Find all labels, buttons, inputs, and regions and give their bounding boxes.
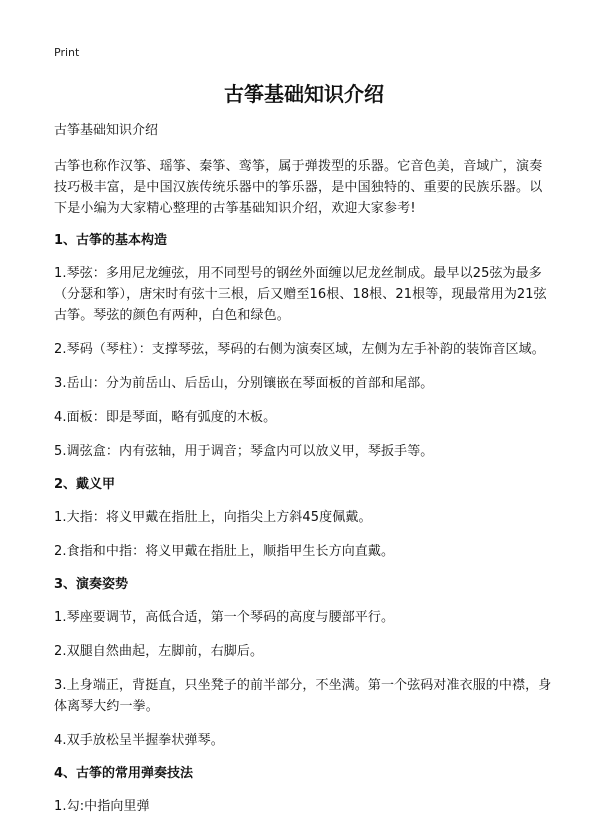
- section-heading: 1、古筝的基本构造: [54, 233, 168, 248]
- list-item: 3.岳山：分为前岳山、后岳山，分别镶嵌在琴面板的首部和尾部。: [54, 376, 434, 391]
- section-heading: 2、戴义甲: [54, 477, 116, 492]
- intro-paragraph: 古筝也称作汉筝、瑶筝、秦筝、鸾筝，属于弹拨型的乐器。它音色美，音域广，演奏技巧极丰富，是中国汉族传统乐器中的筝乐器，是中国独特的、重要的民族乐器。以下是小编为大家精心整理的古筝基础知识介绍，欢迎大家参考!: [54, 159, 543, 216]
- list-item: 1.琴座要调节，高低合适，第一个琴码的高度与腰部平行。: [54, 610, 395, 625]
- print-label[interactable]: Print: [54, 46, 80, 59]
- subtitle: 古筝基础知识介绍: [54, 123, 159, 138]
- list-item: 2.食指和中指：将义甲戴在指肚上，顺指甲生长方向直戴。: [54, 544, 395, 559]
- list-item: 1.大指：将义甲戴在指肚上，向指尖上方斜45度佩戴。: [54, 510, 372, 525]
- list-item: 2.琴码（琴柱）：支撑琴弦，琴码的右侧为演奏区域，左侧为左手补韵的装饰音区域。: [54, 342, 545, 357]
- section-heading: 4、古筝的常用弹奏技法: [54, 766, 194, 781]
- section-4: [54, 764, 554, 817]
- section-1: [54, 231, 554, 462]
- list-item: 3.上身端正，背挺直，只坐凳子的前半部分，不坐满。第一个弦码对准衣服的中襟，身体离琴大约一拳。: [54, 678, 552, 714]
- list-item: 4.面板：即是琴面，略有弧度的木板。: [54, 410, 277, 425]
- list-item: 1.勾:中指向里弹: [54, 799, 150, 814]
- section-2: [54, 475, 554, 562]
- list-item: 5.调弦盒：内有弦轴，用于调音；琴盒内可以放义甲，琴扳手等。: [54, 444, 434, 459]
- section-3: [54, 575, 554, 751]
- list-item: 4.双手放松呈半握拳状弹琴。: [54, 733, 224, 748]
- section-heading: 3、演奏姿势: [54, 577, 129, 592]
- page-title: 古筝基础知识介绍: [224, 82, 384, 106]
- list-item: 2.双腿自然曲起，左脚前，右脚后。: [54, 644, 264, 659]
- list-item: 1.琴弦：多用尼龙缠弦，用不同型号的钢丝外面缠以尼龙丝制成。最早以25弦为最多（分瑟和筝），唐宋时有弦十三根，后又赠至16根、18根、21根等，现最常用为21弦古筝。琴弦的颜色有两种，白色和绿色。: [54, 266, 547, 323]
- document-page: [54, 44, 554, 830]
